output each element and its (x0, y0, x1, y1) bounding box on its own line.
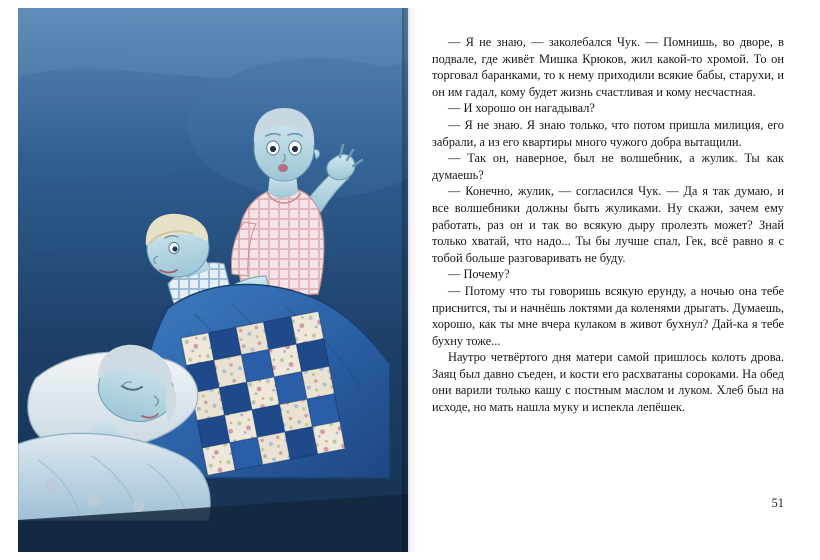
paragraph: — Так он, наверное, был не волшебник, а жулик. Ты как думаешь? (432, 151, 784, 182)
patchwork-quilt (181, 311, 345, 475)
paragraph: — Почему? (448, 267, 510, 282)
illustration-artwork (18, 8, 408, 552)
page-number: 51 (771, 496, 784, 510)
illustration-left-page (18, 8, 408, 552)
paragraph: — Потому что ты говоришь всякую ерунду, а ночью она тебе приснится, ты и начнёшь локтями да коленями дрыгать. Думаешь, хорошо, как ты мне вчера кулаком в живот бухнул? Дай-ка я тебе бухну тоже... (432, 283, 784, 348)
paragraph: Наутро четвёртого дня матери самой пришлось колоть дрова. Заяц был давно съеден, и кости его расхватаны сороками. На обед они варили только кашу с постным маслом и луком. Хлеб был на исходе, но мать нашла муку и испекла лепёшек. (432, 350, 784, 415)
quilt-squares (181, 311, 345, 475)
text-right-page (432, 34, 784, 534)
paragraph: — Я не знаю. Я знаю только, что потом пришла милиция, его забрали, а из его квартиры много чужого добра вытащили. (432, 117, 784, 149)
paragraph: — Конечно, жулик, — согласился Чук. — Да я так думаю, и все волшебники должны быть жуликами. Ну скажи, зачем ему работать, раз он и так во всякую дыру пролезть может? Знай только хватай, что надо... Ты бы лучше спал, Гек, всё равно я с тобой больше разговаривать не буду. (432, 184, 784, 265)
paragraph: — Я не знаю, — заколебался Чук. — Помнишь, во дворе, в подвале, где живёт Мишка Крюков, жил какой-то хромой. То он торговал баранками, то к нему приходили всякие бабы, старухи, и он им гадал, кому будет жизнь счастливая и кому несчастная. (432, 35, 784, 99)
paragraph: — И хорошо он нагадывал? (448, 101, 595, 116)
